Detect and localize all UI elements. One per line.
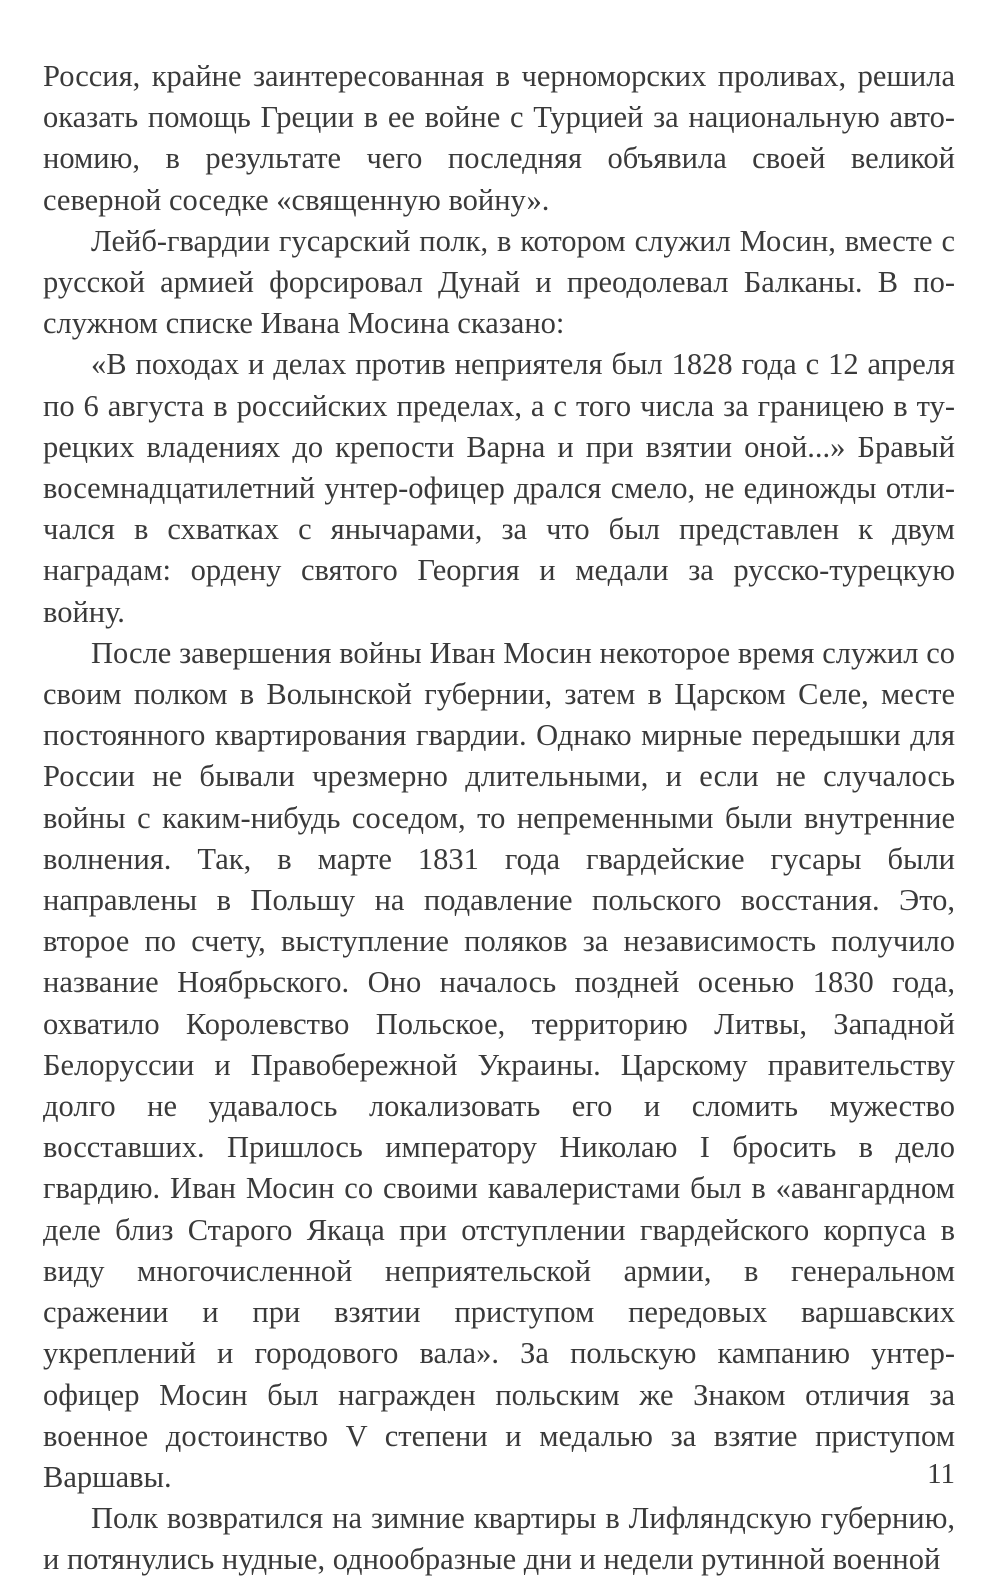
paragraph-4: После завершения войны Иван Мосин некоторое время служил со своим полком в Волынской губернии, затем в Царском Селе, месте постоянного квартирования гвардии. Однако мирные передышки для России не бывали чрезмерно длительными, и если не случалось войны с каким-нибудь соседом, то непременными были внутренние волнения. Так, в марте 1831 года гвардейские гусары были направлены в Польшу на подавление польского восстания. Это, второе по счету, выступление поляков за независимость получило название Ноябрьского. Оно началось поздней осенью 1830 года, охватило Королевство Польское, территорию Литвы, Западной Белоруссии и Правобережной Украины. Царскому правительству долго не удавалось локализовать его и сломить мужество восставших. Пришлось императору Николаю I бросить в дело гвардию. Иван Мосин со своими кавалеристами был в «авангардном деле близ Старого Якаца при отступлении гвардейского корпуса в виду многочисленной неприятельской армии, в генеральном сражении и при взятии приступом передовых варшавских укреплений и городового вала». За польскую кампанию унтер-офицер Мосин был награжден польским же Знаком отличия за военное достоинство V степени и медалью за взятие приступом Варшавы. [43,635,955,1494]
paragraph-2: Лейб-гвардии гусарский полк, в котором служил Мосин, вместе с русской армией форсировал Дунай и преодолевал Балканы. В послужном списке Ивана Мосина сказано: [43,223,955,341]
paragraph-5: Полк возвратился на зимние квартиры в Лифляндскую губернию, и потянулись нудные, однообразные дни и недели рутинной военной [43,1501,955,1577]
paragraph-3-quote: «В походах и делах против неприятеля был 1828 года с 12 апреля по 6 августа в российских пределах, а с того числа за границею в турецких владениях до крепости Варна и при взятии оной...» Бравый восемнадцатилетний унтер-офицер дрался смело, не единожды отличался в схватках с янычарами, за что был представлен к двум наградам: ордену святого Георгия и медали за русско-турецкую войну. [43,347,955,629]
body-text [43,56,955,1581]
paragraph-1: Россия, крайне заинтересованная в черноморских проливах, решила оказать помощь Греции в ее войне с Турцией за национальную автономию, в результате чего последняя объявила своей великой северной соседке «священную войну». [43,59,955,217]
page-number: 11 [927,1458,955,1490]
